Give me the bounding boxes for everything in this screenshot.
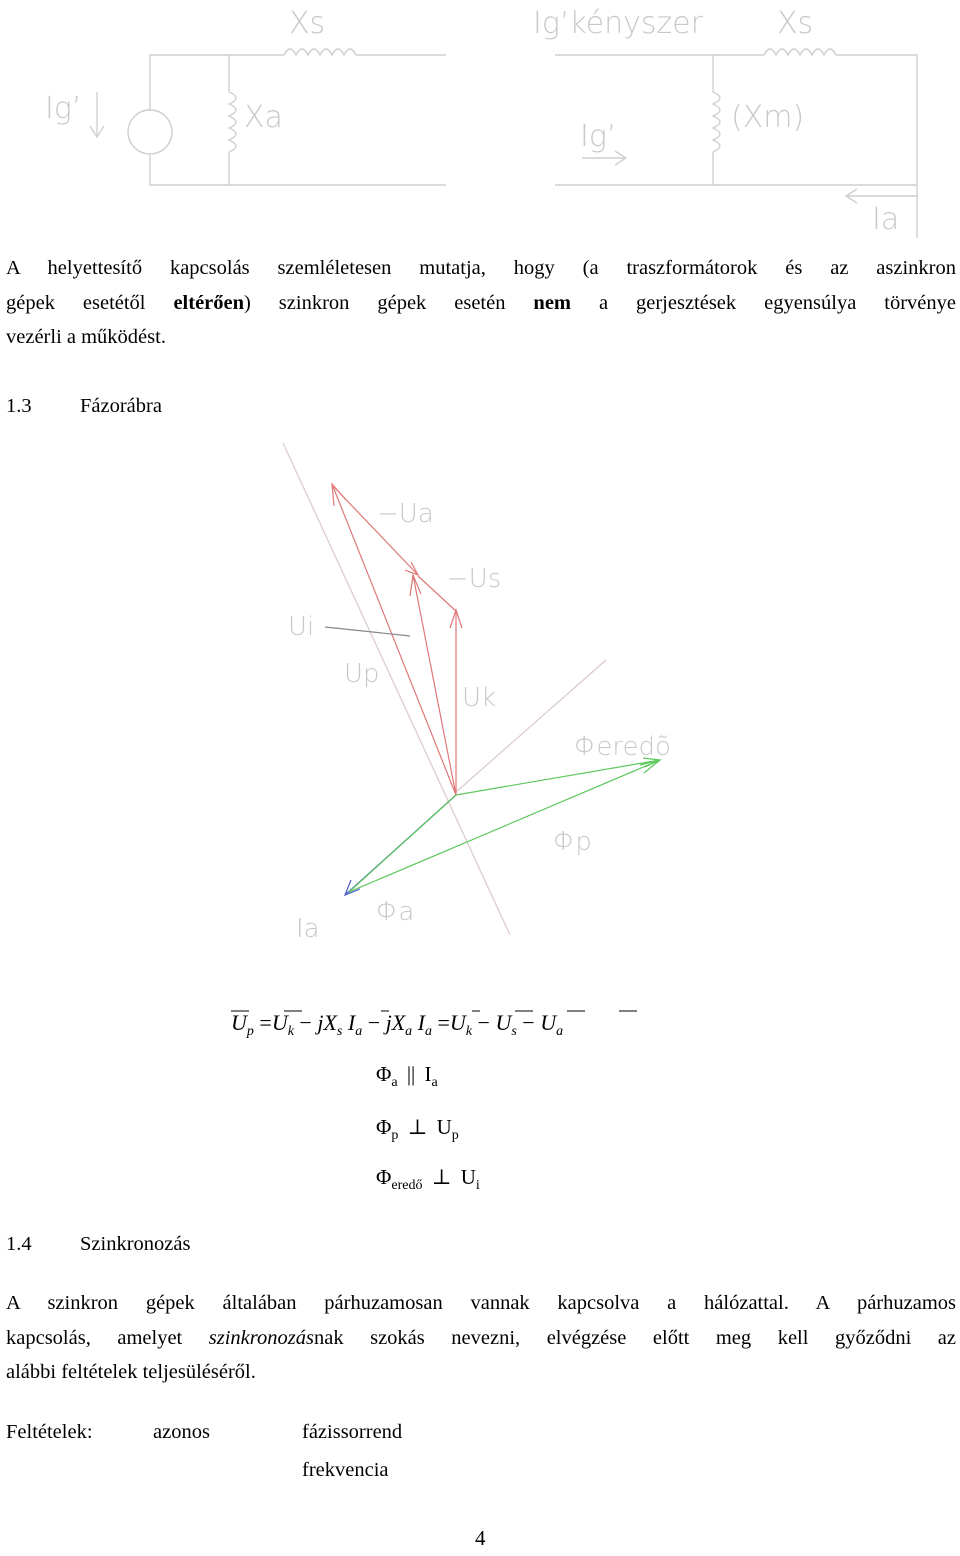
circuit-label-xa: Xa [244,100,283,135]
eq-sub-k: k [287,1024,294,1039]
section-title: Fázorábra [80,395,162,417]
circuit-label-xs-left: Xs [289,6,326,41]
sync-line-2 [6,1321,956,1356]
eq-minus-2: − [367,1010,381,1035]
page-number: 4 [475,1526,486,1550]
parallel-symbol: || [406,1062,416,1086]
eq-sub-s: s [336,1024,343,1039]
circuit-label-ia: Ia [872,202,900,237]
section-number: 1.4 [6,1233,32,1255]
circuit-label-xm: (Xm) [731,100,805,135]
eq-sub-a-2: a [405,1024,413,1039]
rel2-phi: Φ [376,1115,392,1139]
rel2-phi-sub: p [391,1128,399,1143]
circuit-label-ig: Ig’ [45,91,82,126]
rel3-phi-sub: eredő [391,1178,423,1193]
rel1-i-sub: a [431,1075,438,1090]
perpendicular-symbol-2: ⊥ [431,1165,452,1189]
phasor-label-up: Up [344,659,380,689]
eq-jx-a: jX [385,1010,406,1035]
condition-item: frekvencia [302,1459,389,1481]
rel2-u-sub: p [451,1128,459,1143]
eq-sub-k-2: k [465,1024,473,1039]
eq-uk: U [271,1010,288,1035]
intro-bold-nem: nem [533,291,571,314]
eq-sub-a-1: a [355,1024,363,1039]
section-title: Szinkronozás [80,1233,191,1255]
synchronization-paragraph [6,1286,956,1390]
intro-line-2 [6,286,956,321]
eq-i-2: I [417,1010,425,1035]
eq-sub-s-2: s [511,1024,517,1039]
phasor-label-ia: Ia [296,914,320,944]
intro-line-2-mid: ) szinkron gépek esetén [244,291,534,314]
rel3-phi: Φ [376,1165,392,1189]
intro-line-2-text: gépek esetétől [6,291,174,314]
phasor-label-minus-us: −Us [447,564,502,594]
circuit-label-xs-right: Xs [777,6,814,41]
eq-jx-s: jX [317,1010,337,1035]
conditions-list [6,1413,403,1481]
eq-minus-4: − [522,1010,535,1035]
sync-line-2-end: nak szokás nevezni, elvégzése előtt meg kell győződni az [313,1326,956,1349]
eq-us: U [495,1010,512,1035]
eq-uk-2: U [449,1010,466,1035]
phasor-label-phi-ered: Φeredõ [574,732,671,762]
conditions-label: Feltételek: [6,1421,93,1443]
eq-i-1: I [347,1010,356,1035]
phasor-label-uk: Uk [462,683,497,713]
rel1-i: I [424,1062,432,1086]
sync-line-3: alábbi feltételek teljesüléséről. [6,1361,256,1383]
sync-line-1: A szinkron gépek általában párhuzamosan vannak kapcsolva a hálózattal. A párhuzamos [6,1292,956,1314]
eq-minus-1: − [299,1010,312,1035]
phasor-label-phi-a: Φa [376,897,415,927]
rel3-u: U [460,1165,476,1189]
eq-up: U [231,1010,247,1035]
intro-line-3: vezérli a működést. [6,326,166,348]
sync-italic-term: szinkronozás [208,1326,314,1349]
section-number: 1.3 [6,395,32,417]
eq-sub-p: p [246,1024,254,1039]
phasor-label-phi-p: Φp [553,827,592,857]
equation-text [231,1010,563,1040]
phasor-label-ui: Ui [288,612,315,642]
eq-equals-2: = [437,1010,450,1035]
condition-item: fázissorrend [302,1421,403,1443]
eq-sub-a-4: a [556,1024,564,1039]
intro-line-1: A helyettesítő kapcsolás szemléletesen mutatja, hogy (a traszformátorok és az aszinkron [6,257,956,279]
intro-bold-elterően: eltérően [173,291,245,314]
eq-equals-1: = [259,1010,272,1035]
eq-sub-a-3: a [425,1024,432,1039]
section-1-4-heading [6,1233,191,1256]
conditions-word: azonos [153,1421,210,1443]
eq-ua: U [540,1010,557,1035]
section-1-3-heading [6,395,162,418]
phasor-label-minus-ua: −Ua [377,499,434,529]
perpendicular-symbol: ⊥ [407,1115,428,1139]
eq-minus-3: − [477,1010,490,1035]
circuit-label-ig-kenyszer: Ig’kényszer [533,6,704,41]
rel3-u-sub: i [475,1178,480,1193]
relation-phi-a-parallel-ia [376,1062,438,1091]
intro-line-2-end: a gerjesztések egyensúlya törvénye [571,291,956,314]
relation-phi-ered-perp-ui [376,1165,480,1194]
relation-phi-p-perp-up [376,1115,459,1144]
rel1-phi: Φ [376,1062,392,1086]
sync-line-2-start: kapcsolás, amelyet [6,1326,209,1349]
circuit-label-ig-right: Ig’ [580,119,617,154]
rel1-phi-sub: a [391,1075,398,1090]
intro-paragraph [6,251,956,355]
rel2-u: U [436,1115,452,1139]
